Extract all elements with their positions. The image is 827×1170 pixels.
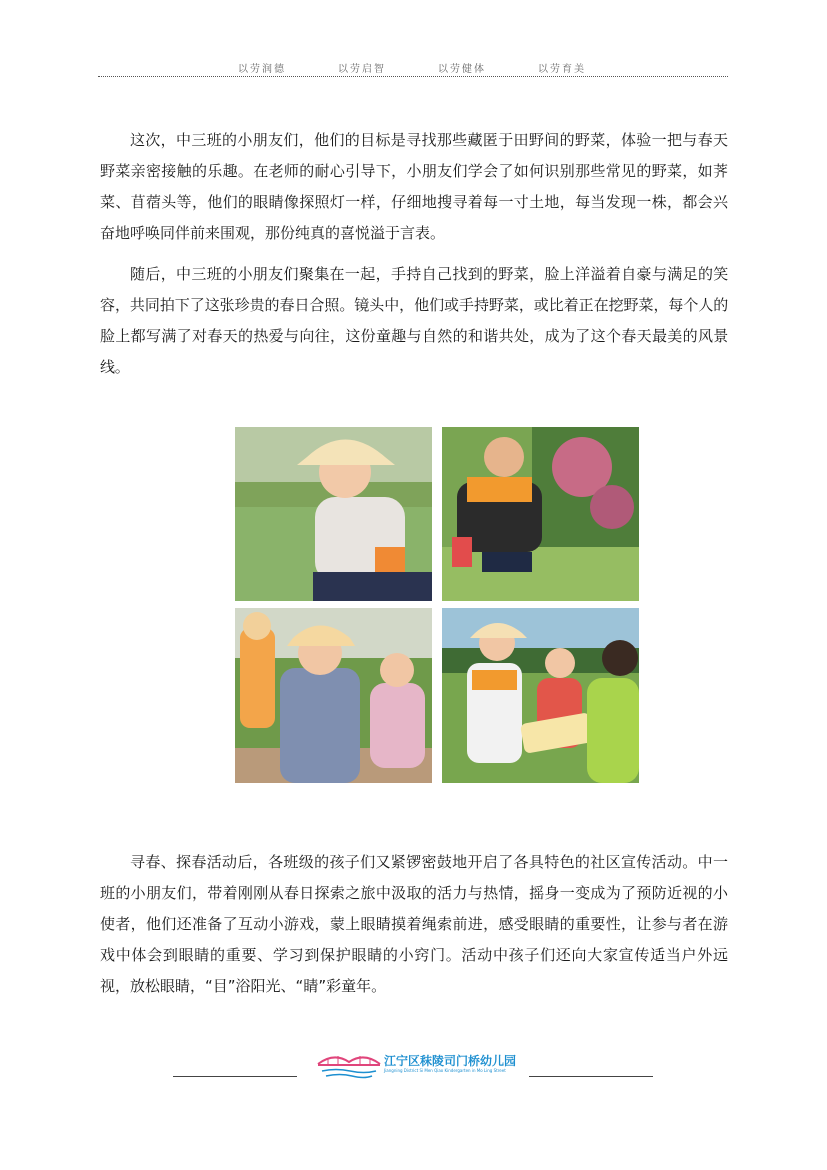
page-header: [98, 56, 728, 77]
photo-collage: [235, 427, 639, 783]
footer-divider-left: [173, 1076, 297, 1077]
photo-children-group: [235, 608, 432, 783]
article-text-bottom: [100, 847, 728, 1002]
bridge-logo-icon: [316, 1050, 382, 1080]
header-item: 以劳健体: [438, 64, 486, 75]
header-item: 以劳育美: [538, 64, 586, 75]
paragraph: 这次，中三班的小朋友们，他们的目标是寻找那些藏匿于田野间的野菜，体验一把与春天野菜亲密接触的乐趣。在老师的耐心引导下，小朋友们学会了如何识别那些常见的野菜，如荠菜、苜蓿头等，他们的眼睛像探照灯一样，仔细地搜寻着每一寸土地，每当发现一株，都会兴奋地呼唤同伴前来围观，那份纯真的喜悦溢于言表。: [100, 131, 728, 242]
kindergarten-logo: [316, 1050, 516, 1080]
logo-subtitle: Jiangning District Si Men Qiao Kindergarten in Mo Ling Street: [384, 1068, 506, 1073]
footer-divider-right: [529, 1076, 653, 1077]
paragraph: 寻春、探春活动后，各班级的孩子们又紧锣密鼓地开启了各具特色的社区宣传活动。中一班的小朋友们，带着刚刚从春日探索之旅中汲取的活力与热情，摇身一变成为了预防近视的小使者，他们还准备了互动小游戏，蒙上眼睛摸着绳索前进，感受眼睛的重要性，让参与者在游戏中体会到眼睛的重要、学习到保护眼睛的小窍门。活动中孩子们还向大家宣传适当户外远视，放松眼睛，“目”浴阳光、“睛”彩童年。: [100, 853, 728, 995]
paragraph: 随后，中三班的小朋友们聚集在一起，手持自己找到的野菜，脸上洋溢着自豪与满足的笑容，共同拍下了这张珍贵的春日合照。镜头中，他们或手持野菜，或比着正在挖野菜，每个人的脸上都写满了对春天的热爱与向往，这份童趣与自然的和谐共处，成为了这个春天最美的风景线。: [100, 265, 728, 376]
article-text-top: [100, 125, 728, 249]
photo-boy-smiling: [442, 427, 639, 601]
article-text-top-2: [100, 259, 728, 383]
header-item: 以劳润德: [238, 64, 286, 75]
photo-teacher-children: [442, 608, 639, 783]
logo-name: 江宁区秣陵司门桥幼儿园: [384, 1054, 517, 1068]
photo-child-crouching: [235, 427, 432, 601]
header-item: 以劳启智: [338, 64, 386, 75]
